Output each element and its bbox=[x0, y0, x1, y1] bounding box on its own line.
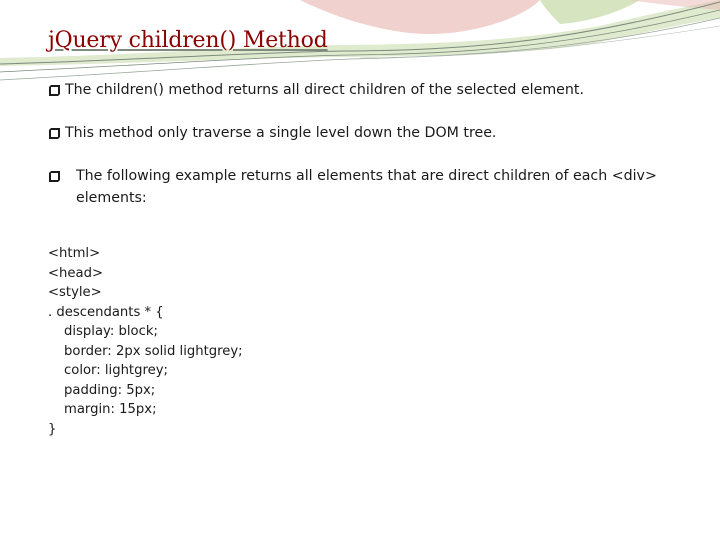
bullet-text: The children() method returns all direct children of the selected element. bbox=[65, 82, 584, 98]
code-line: <style> bbox=[48, 285, 102, 300]
code-line: color: lightgrey; bbox=[64, 363, 168, 378]
code-line: margin: 15px; bbox=[64, 402, 157, 417]
bullet-list bbox=[48, 79, 688, 209]
code-line: border: 2px solid lightgrey; bbox=[64, 343, 243, 359]
slide-title: jQuery children() Method bbox=[48, 28, 328, 53]
bullet-item bbox=[48, 165, 688, 209]
checkbox-bullet-icon bbox=[48, 127, 61, 140]
bullet-item bbox=[48, 79, 688, 101]
bullet-text: This method only traverse a single level down the DOM tree. bbox=[65, 125, 497, 141]
checkbox-bullet-icon bbox=[48, 84, 61, 97]
code-line: padding: 5px; bbox=[64, 382, 156, 398]
code-line: display: block; bbox=[64, 324, 158, 339]
code-line: <html> bbox=[48, 246, 101, 261]
bullet-item bbox=[48, 122, 688, 144]
code-line: . descendants * { bbox=[48, 304, 164, 320]
code-line: } bbox=[48, 421, 57, 437]
bullet-text: The following example returns all elements that are direct children of each <div> elements: bbox=[76, 168, 657, 206]
checkbox-bullet-icon bbox=[48, 170, 61, 183]
code-block bbox=[48, 244, 243, 439]
code-line: <head> bbox=[48, 265, 104, 281]
